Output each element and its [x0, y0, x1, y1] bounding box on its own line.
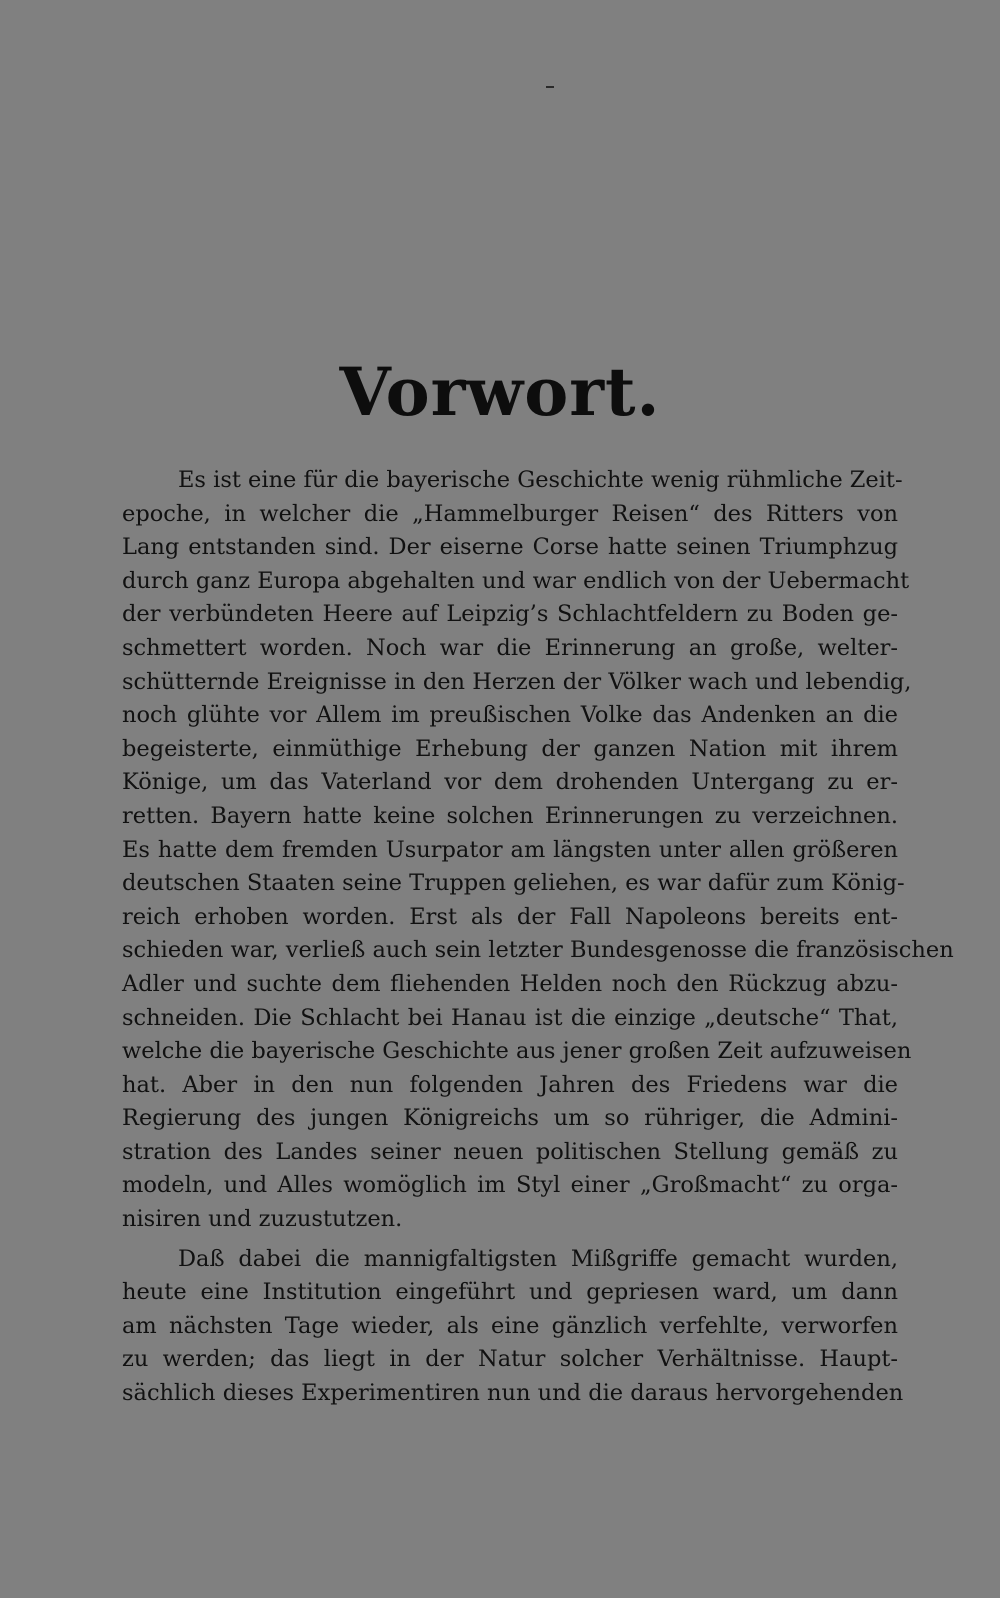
text-line: Lang entstanden sind. Der eiserne Corse hatte seinen Triumphzug	[122, 534, 898, 561]
text-line: hat. Aber in den nun folgenden Jahren des Friedens war die	[122, 1071, 898, 1098]
text-line: welche die bayerische Geschichte aus jener großen Zeit aufzuweisen	[122, 1038, 912, 1065]
text-line: modeln, und Alles womöglich im Styl einer „Großmacht“ zu orga-	[122, 1172, 898, 1199]
text-line: schmettert worden. Noch war die Erinnerung an große, welter-	[122, 634, 898, 661]
text-line: schieden war, verließ auch sein letzter Bundesgenosse die französischen	[122, 937, 954, 964]
text-line: schütternde Ereignisse in den Herzen der Völker wach und lebendig,	[122, 668, 912, 695]
text-line: retten. Bayern hatte keine solchen Erinnerungen zu verzeichnen.	[122, 802, 898, 829]
text-line: durch ganz Europa abgehalten und war endlich von der Uebermacht	[122, 567, 910, 594]
text-line: stration des Landes seiner neuen politischen Stellung gemäß zu	[122, 1138, 898, 1165]
text-line: Könige, um das Vaterland vor dem drohenden Untergang zu er-	[122, 769, 898, 796]
text-line: deutschen Staaten seine Truppen geliehen, es war dafür zum König-	[122, 870, 905, 897]
paragraph-2	[122, 1243, 904, 1411]
text-line: zu werden; das liegt in der Natur solcher Verhältnisse. Haupt-	[122, 1346, 898, 1373]
text-line: heute eine Institution eingeführt und gepriesen ward, um dann	[122, 1279, 898, 1306]
text-line: begeisterte, einmüthige Erhebung der ganzen Nation mit ihrem	[122, 735, 898, 762]
text-line: Es hatte dem fremden Usurpator am längsten unter allen größeren	[122, 836, 898, 863]
print-speck	[546, 86, 554, 88]
text-line: reich erhoben worden. Erst als der Fall Napoleons bereits ent-	[122, 903, 898, 930]
text-line: am nächsten Tage wieder, als eine gänzlich verfehlte, verworfen	[122, 1312, 898, 1339]
text-line: epoche, in welcher die „Hammelburger Reisen“ des Ritters von	[122, 500, 898, 527]
text-line: nisiren und zuzustutzen.	[122, 1206, 403, 1233]
text-line: Adler und suchte dem fliehenden Helden noch den Rückzug abzu-	[122, 970, 898, 997]
text-line: Daß dabei die mannigfaltigsten Mißgriffe gemacht wurden,	[178, 1245, 898, 1272]
text-line: Es ist eine für die bayerische Geschichte wenig rühmliche Zeit-	[178, 467, 903, 493]
text-line: sächlich dieses Experimentiren nun und die daraus hervorgehenden	[122, 1380, 904, 1407]
body-text	[122, 464, 954, 1411]
text-line: der verbündeten Heere auf Leipzig’s Schlachtfeldern zu Boden ge-	[122, 601, 898, 628]
page-title: Vorwort.	[339, 353, 661, 431]
paragraph-1	[122, 464, 954, 1237]
text-line: schneiden. Die Schlacht bei Hanau ist die einzige „deutsche“ That,	[122, 1004, 898, 1031]
text-line: Regierung des jungen Königreichs um so rühriger, die Admini-	[122, 1105, 898, 1132]
text-line: noch glühte vor Allem im preußischen Volke das Andenken an die	[122, 702, 898, 729]
